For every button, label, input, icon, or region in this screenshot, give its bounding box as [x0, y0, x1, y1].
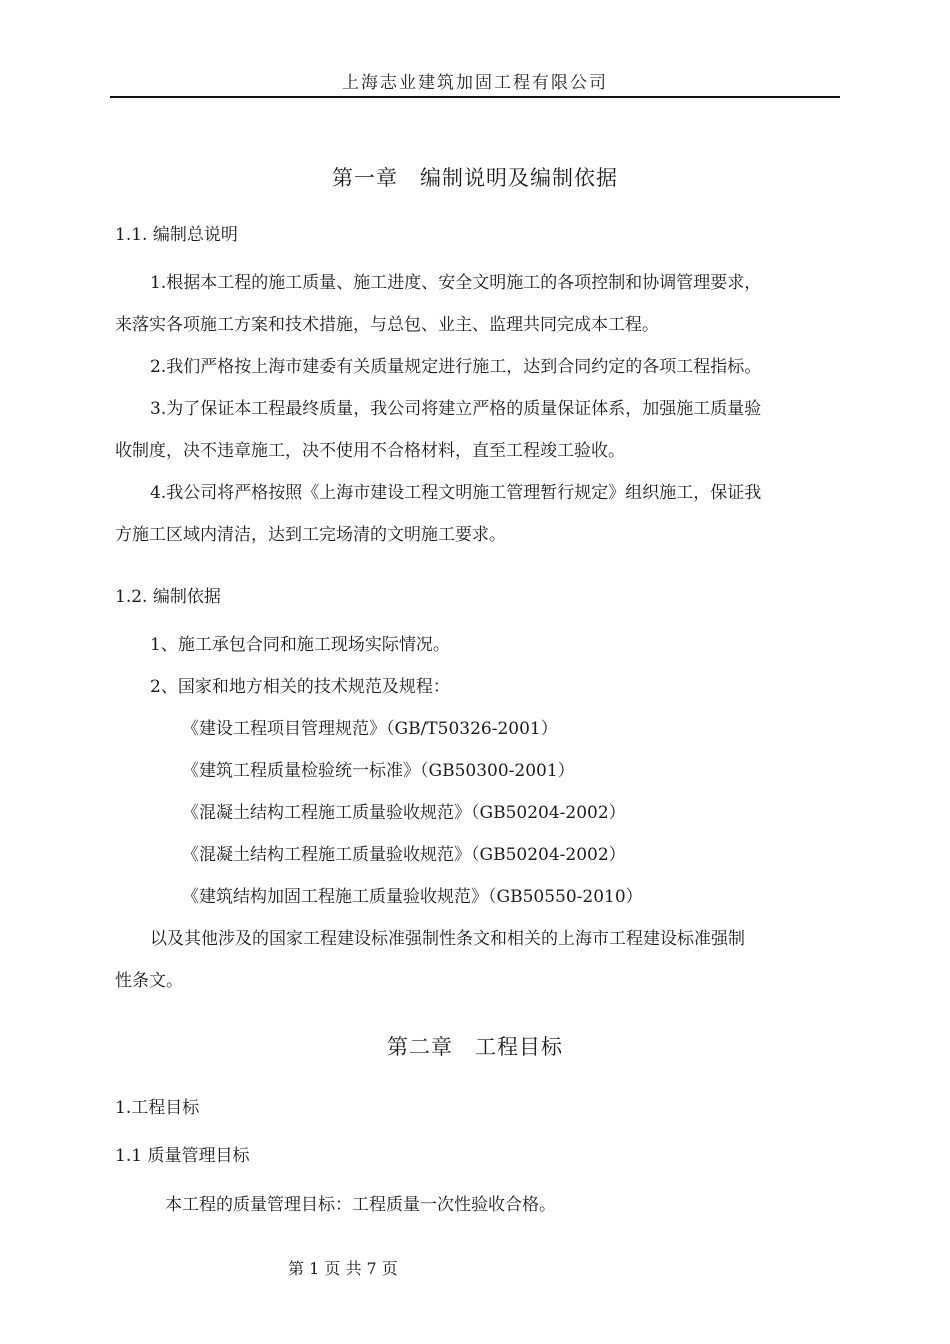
chapter-2-title: 第二章 工程目标 [387, 1035, 563, 1059]
section-1-1-heading: 1.1. 编制总说明 [115, 225, 238, 245]
chapter-1-title: 第一章 编制说明及编制依据 [332, 166, 618, 190]
page-number: 第 1 页 共 7 页 [288, 1259, 398, 1278]
basis-item-1: 1、施工承包合同和施工现场实际情况。 [150, 635, 450, 655]
section-1-2-heading: 1.2. 编制依据 [115, 587, 221, 607]
paragraph-4-line-2: 方施工区域内清洁，达到工完场清的文明施工要求。 [115, 525, 506, 545]
closing-line-2: 性条文。 [115, 971, 183, 991]
paragraph-1-line-1: 1.根据本工程的施工质量、施工进度、安全文明施工的各项控制和协调管理要求， [150, 273, 762, 293]
paragraph-4-line-1: 4.我公司将严格按照《上海市建设工程文明施工管理暂行规定》组织施工，保证我 [150, 483, 762, 503]
reference-standard: 《混凝土结构工程施工质量验收规范》（GB50204-2002） [182, 803, 626, 823]
reference-standard: 《建筑结构加固工程施工质量验收规范》（GB50550-2010） [182, 887, 643, 907]
paragraph-2: 2.我们严格按上海市建委有关质量规定进行施工，达到合同约定的各项工程指标。 [150, 357, 762, 377]
header-divider [110, 96, 840, 98]
reference-standard: 《建设工程项目管理规范》（GB/T50326-2001） [182, 719, 558, 739]
quality-goal-text: 本工程的质量管理目标：工程质量一次性验收合格。 [165, 1195, 556, 1215]
reference-standard: 《建筑工程质量检验统一标准》（GB50300-2001） [182, 761, 575, 781]
reference-standard: 《混凝土结构工程施工质量验收规范》（GB50204-2002） [182, 845, 626, 865]
closing-line-1: 以及其他涉及的国家工程建设标准强制性条文和相关的上海市工程建设标准强制 [150, 929, 745, 949]
company-name: 上海志业建筑加固工程有限公司 [342, 73, 608, 93]
basis-item-2: 2、国家和地方相关的技术规范及规程： [150, 677, 450, 697]
paragraph-3-line-2: 收制度，决不违章施工，决不使用不合格材料，直至工程竣工验收。 [115, 441, 625, 461]
quality-goal-heading: 1.1 质量管理目标 [115, 1146, 250, 1166]
paragraph-3-line-1: 3.为了保证本工程最终质量，我公司将建立严格的质量保证体系，加强施工质量验 [150, 399, 762, 419]
paragraph-1-line-2: 来落实各项施工方案和技术措施，与总包、业主、监理共同完成本工程。 [115, 315, 659, 335]
goal-heading: 1.工程目标 [115, 1098, 200, 1118]
